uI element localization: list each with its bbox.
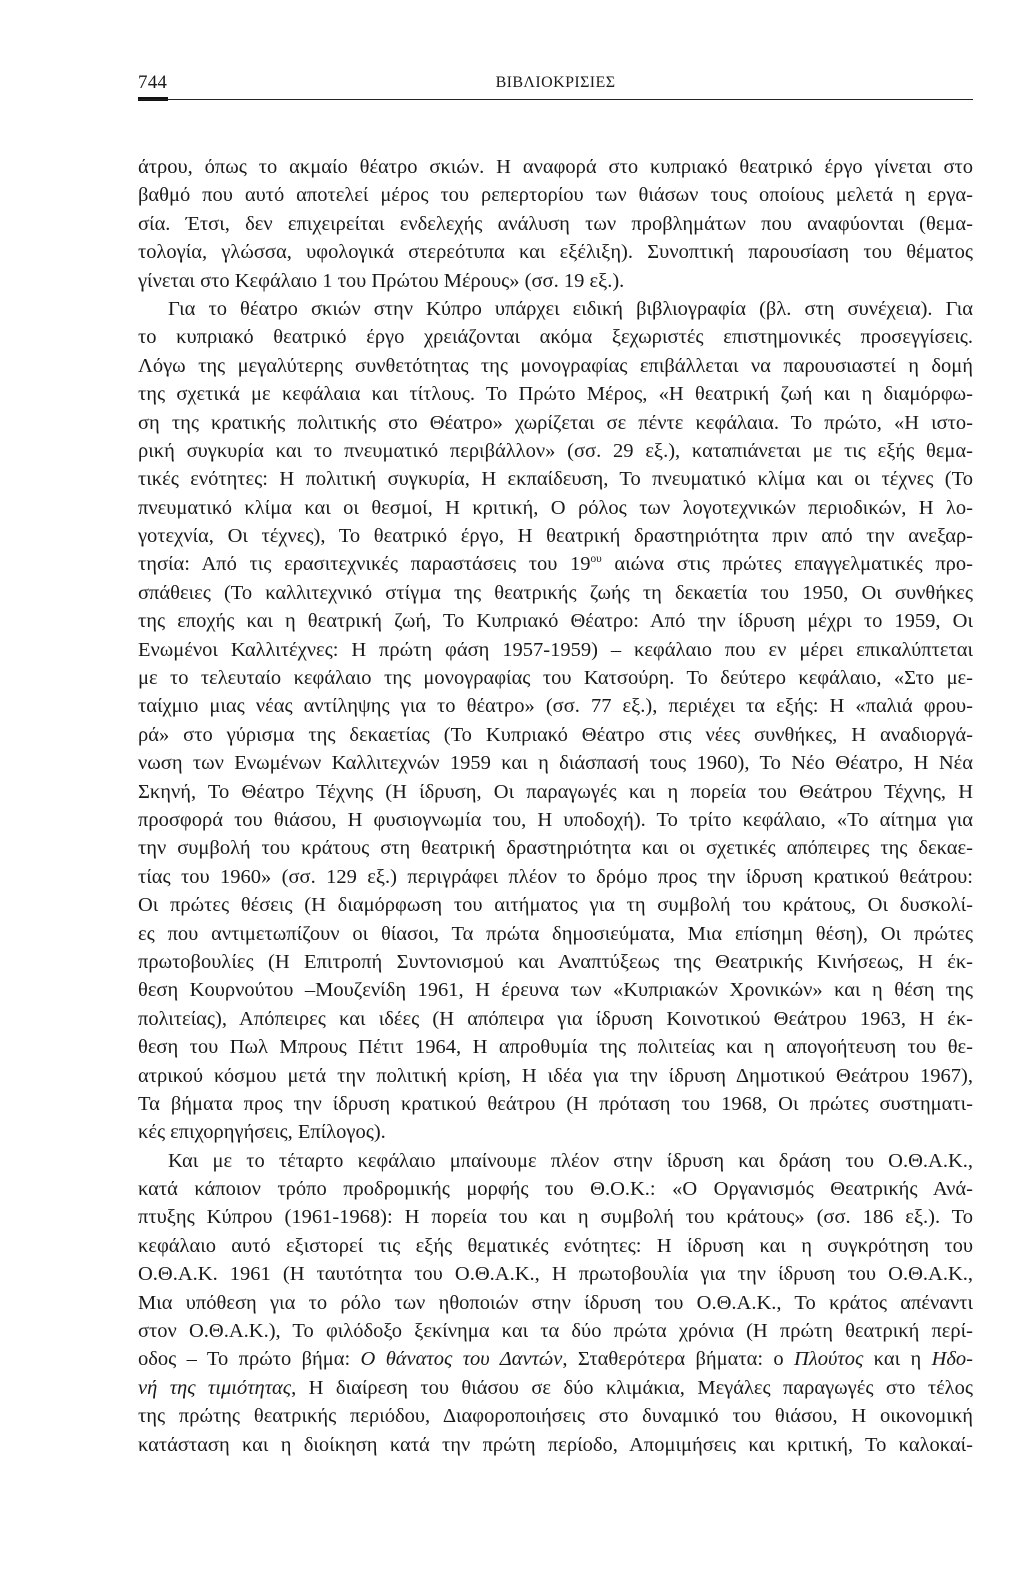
text-line: τίας του 1960» (σσ. 129 εξ.) περιγράφει πλέον το δρόμο προς την ίδρυση κρατικού θεάτρου: — [138, 865, 973, 888]
text-line: Για το θέατρο σκιών στην Κύπρο υπάρχει ειδική βιβλιογραφία (βλ. στη συνέχεια). Για — [168, 297, 973, 320]
text-line: κατά κάποιον τρόπο προδρομικής μορφής του Θ.Ο.Κ.: «Ο Οργανισμός Θεατρικής Ανά- — [138, 1178, 973, 1201]
text-line: ση της κρατικής πολιτικής στο Θέατρο» χωρίζεται σε πέντε κεφάλαια. Το πρώτο, «Η ιστο- — [138, 411, 973, 434]
text-line: Ενωμένοι Καλλιτέχνες: Η πρώτη φάση 1957-1959) – κεφάλαιο που εν μέρει επικαλύπτεται — [138, 638, 973, 661]
text-line: της εποχής και η θεατρική ζωή, Το Κυπριακό Θέατρο: Από την ίδρυση μέχρι το 1959, Οι — [138, 610, 973, 633]
text-line: τολογία, γλώσσα, υφολογικά στερεότυπα και εξέλιξη). Συνοπτική παρουσίαση του θέματος — [138, 241, 973, 264]
text-line: πνευματικό κλίμα και οι θεσμοί, Η κριτική, Ο ρόλος των λογοτεχνικών περιοδικών, Η λο- — [138, 496, 973, 519]
text-line: πρωτοβουλίες (Η Επιτροπή Συντονισμού και Αναπτύξεως της Θεατρικής Κινήσεως, Η έκ- — [138, 950, 973, 973]
text-line: το κυπριακό θεατρικό έργο χρειάζονται ακόμα ξεχωριστές επιστημονικές προσεγγίσεις. — [138, 326, 973, 349]
text-line: γίνεται στο Κεφάλαιο 1 του Πρώτου Μέρους» (σσ. 19 εξ.). — [138, 269, 625, 292]
body-text — [138, 153, 973, 1459]
text-line: πτυξης Κύπρου (1961-1968): Η πορεία του και η συμβολή του κράτους» (σσ. 186 εξ.). Το — [138, 1206, 973, 1229]
text-line: Και με το τέταρτο κεφάλαιο μπαίνουμε πλέον στην ίδρυση και δράση του Ο.Θ.Α.Κ., — [168, 1149, 973, 1172]
text-line: γοτεχνία, Οι τέχνες), Το θεατρικό έργο, Η θεατρική δραστηριότητα πριν από την ανεξαρ- — [138, 525, 973, 548]
text-line: Ο.Θ.Α.Κ. 1961 (Η ταυτότητα του Ο.Θ.Α.Κ., Η πρωτοβουλία για την ίδρυση του Ο.Θ.Α.Κ., — [138, 1263, 973, 1286]
text-line: Μια υπόθεση για το ρόλο των ηθοποιών στην ίδρυση του Ο.Θ.Α.Κ., Το κράτος απέναντι — [138, 1291, 973, 1314]
text-line: οδος – Το πρώτο βήμα: Ο θάνατος του Δαντών, Σταθερότερα βήματα: ο Πλούτος και η Ηδο- — [138, 1348, 973, 1371]
text-line: ατρικού κόσμου μετά την πολιτική κρίση, Η ιδέα για την ίδρυση Δημοτικού Θεάτρου 1967), — [138, 1064, 973, 1087]
text-line: της πρώτης θεατρικής περιόδου, Διαφοροποιήσεις στο δυναμικό του θιάσου, Η οικονομική — [138, 1405, 973, 1428]
text-line: ταίχμιο μιας νέας αντίληψης για το θέατρο» (σσ. 77 εξ.), περιέχει τα εξής: Η «παλιά φρου- — [138, 695, 973, 718]
text-line: Τα βήματα προς την ίδρυση κρατικού θεάτρου (Η πρόταση του 1968, Οι πρώτες συστηματι- — [138, 1092, 973, 1115]
text-line: θεση Κουρνούτου –Μουζενίδη 1961, Η έρευνα των «Κυπριακών Χρονικών» και η θέση της — [138, 979, 973, 1002]
text-line: με το τελευταίο κεφάλαιο της μονογραφίας του Κατσούρη. Το δεύτερο κεφάλαιο, «Στο με- — [138, 667, 973, 690]
text-line: κεφάλαιο αυτό εξιστορεί τις εξής θεματικές ενότητες: Η ίδρυση και η συγκρότηση του — [138, 1234, 973, 1257]
running-head — [138, 72, 973, 102]
text-line: Σκηνή, Το Θέατρο Τέχνης (Η ίδρυση, Οι παραγωγές και η πορεία του Θεάτρου Τέχνης, Η — [138, 780, 973, 803]
text-line: τησία: Από τις ερασιτεχνικές παραστάσεις του $19^{o\upsilon}$ αιώνα στις πρώτες επαγγελματικές προ- — [138, 553, 973, 576]
text-line: Λόγω της μεγαλύτερης συνθετότητας της μονογραφίας επιβάλλεται να παρουσιαστεί η δομή — [138, 354, 973, 377]
text-line: ρά» στο γύρισμα της δεκαετίας (Το Κυπριακό Θέατρο στις νέες συνθήκες, Η αναδιοργά- — [138, 723, 973, 746]
text-line: πολιτείας), Απόπειρες και ιδέες (Η απόπειρα για ίδρυση Κοινοτικού Θεάτρου 1963, Η έκ- — [138, 1007, 973, 1030]
text-line: σία. Έτσι, δεν επιχειρείται ενδελεχής ανάλυση των προβλημάτων που αναφύονται (θεμα- — [138, 212, 973, 235]
text-line: άτρου, όπως το ακμαίο θέατρο σκιών. Η αναφορά στο κυπριακό θεατρικό έργο γίνεται στο — [138, 156, 973, 178]
text-line: βαθμό που αυτό αποτελεί μέρος του ρεπερτορίου των θιάσων τους οποίους μελετά η εργα- — [138, 184, 973, 207]
text-line: Οι πρώτες θέσεις (Η διαμόρφωση του αιτήματος για τη συμβολή του κράτους, Οι δυσκολί- — [138, 894, 973, 917]
text-line: κατάσταση και η διοίκηση κατά την πρώτη περίοδο, Απομιμήσεις και κριτική, Το καλοκαί- — [138, 1433, 973, 1456]
text-line: θεση του Πωλ Μπρους Πέτιτ 1964, Η απροθυμία της πολιτείας και η απογοήτευση του θε- — [138, 1036, 973, 1059]
text-line: την συμβολή του κράτους στη θεατρική δραστηριότητα και οι σχετικές απόπειρες της δεκαε- — [138, 837, 973, 860]
text-line: ρική συγκυρία και το πνευματικό περιβάλλον» (σσ. 29 εξ.), καταπιάνεται με τις εξής θεμα- — [138, 439, 973, 462]
text-line: νωση των Ενωμένων Καλλιτεχνών 1959 και η διάσπασή τους 1960), Το Νέο Θέατρο, Η Νέα — [138, 752, 973, 775]
header-rule — [138, 99, 973, 100]
page-number: 744 — [138, 72, 168, 93]
text-line: ες που αντιμετωπίζουν οι θίασοι, Τα πρώτα δημοσιεύματα, Μια επίσημη θέση), Οι πρώτες — [138, 922, 973, 945]
section-title: ΒΙΒΛΙΟΚΡΙΣΙΕΣ — [495, 74, 616, 91]
text-line: κές επιχορηγήσεις, Επίλογος). — [138, 1121, 386, 1144]
text-line: στον Ο.Θ.Α.Κ.), Το φιλόδοξο ξεκίνημα και τα δύο πρώτα χρόνια (Η πρώτη θεατρική περί- — [138, 1320, 973, 1343]
text-line: τικές ενότητες: Η πολιτική συγκυρία, Η εκπαίδευση, Το πνευματικό κλίμα και οι τέχνες (Το — [138, 468, 973, 491]
text-line: σπάθειες (Το καλλιτεχνικό στίγμα της θεατρικής ζωής τη δεκαετία του 1950, Οι συνθήκες — [138, 581, 973, 604]
text-line: προσφορά του θιάσου, Η φυσιογνωμία του, Η υποδοχή). Το τρίτο κεφάλαιο, «Το αίτημα για — [138, 808, 973, 831]
text-line: της σχετικά με κεφάλαια και τίτλους. Το Πρώτο Μέρος, «Η θεατρική ζωή και η διαμόρφω- — [138, 383, 973, 406]
text-line: νή της τιμιότητας, Η διαίρεση του θιάσου σε δύο κλιμάκια, Μεγάλες παραγωγές στο τέλος — [138, 1376, 973, 1399]
